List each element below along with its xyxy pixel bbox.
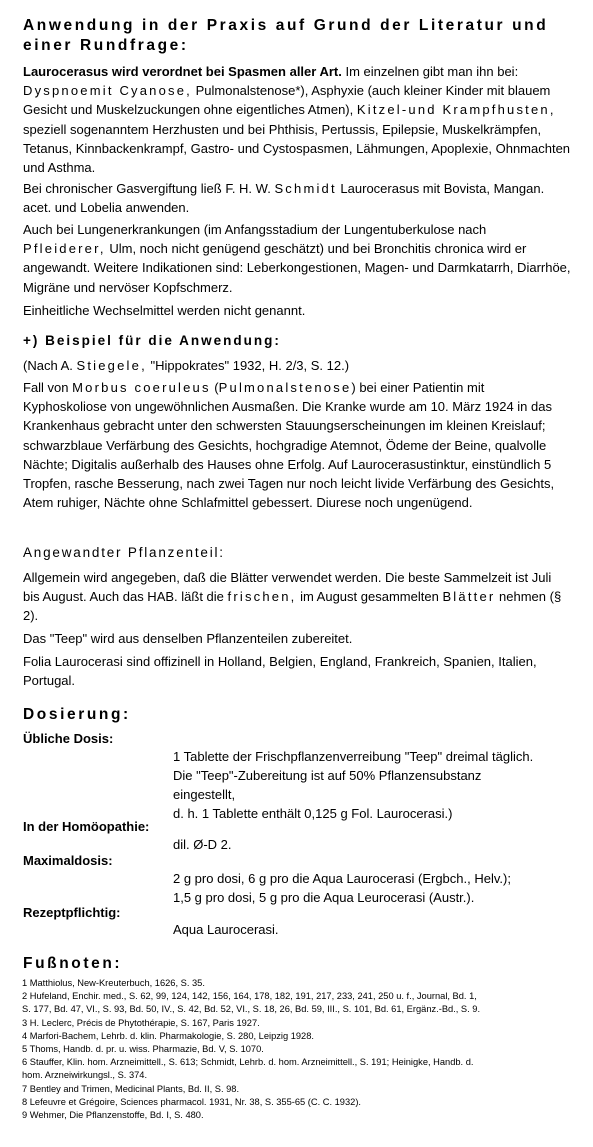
dosis-value	[173, 747, 573, 823]
pflanzenteil-paragraph-1	[23, 568, 571, 626]
pflanzenteil-heading	[23, 543, 571, 562]
footnote: 5 Thoms, Handb. d. pr. u. wiss. Pharmazie, Bd. V, S. 1070.	[22, 1044, 264, 1055]
rezeptpflichtig-value: Aqua Laurocerasi.	[173, 922, 279, 937]
beispiel-case	[23, 378, 571, 512]
beispiel-heading	[23, 331, 571, 350]
text: Auch bei Lungenerkrankungen (im Anfangsstadium der Lungentuberkulose nach	[23, 222, 487, 237]
section-heading-praxis: Anwendung in der Praxis auf Grund der Literatur und einer Rundfrage:	[23, 17, 549, 54]
beispiel-reference	[23, 356, 571, 375]
footnote: 7 Bentley and Trimen, Medicinal Plants, Bd. II, S. 98.	[22, 1083, 240, 1094]
footnote: hom. Arzneiwirkungsl., S. 374.	[22, 1070, 148, 1081]
spaced-name: Stiegele,	[76, 358, 147, 373]
text: Bei chronischer Gasvergiftung ließ F. H. W.	[23, 181, 271, 196]
footnote: 2 Hufeland, Enchir. med., S. 62, 99, 124, 142, 156, 164, 178, 182, 191, 217, 233, 241, 250 u. f., Journal, Bd. 1,	[22, 991, 477, 1002]
text: im August gesammelten	[296, 589, 439, 605]
text: Allgemein wird angegeben, daß die Blätter verwendet werden. Die beste Sammelzeit ist Juli bis August. Auch das HAB. läßt die	[23, 570, 552, 605]
maximaldosis-value	[173, 869, 573, 907]
text: Das "Teep" wird aus denselben Pflanzenteilen zubereitet.	[23, 631, 353, 646]
homoeopathie-label: In der Homöopathie:	[23, 819, 150, 834]
text: nehmen (§ 2).	[23, 589, 562, 624]
bold-lead: Laurocerasus wird verordnet bei Spasmen aller Art.	[23, 64, 342, 79]
section-heading-dosierung: Dosierung:	[23, 706, 131, 723]
text: Laurocerasus mit Bovista, Mangan. acet. und Lobelia anwenden.	[23, 181, 545, 216]
pflanzenteil-paragraph-2	[23, 629, 571, 648]
text: Im einzelnen gibt man ihn bei:	[341, 64, 519, 79]
spaced-term: frischen,	[227, 589, 297, 605]
section-heading-fussnoten: Fußnoten:	[23, 955, 123, 972]
text: "Hippokrates" 1932, H. 2/3, S. 12.)	[146, 358, 350, 373]
text: 2 g pro dosi, 6 g pro die Aqua Laurocerasi (Ergbch., Helv.);	[173, 871, 511, 886]
praxis-paragraph-3	[23, 220, 571, 297]
footnotes-list	[22, 977, 570, 1122]
pflanzenteil-paragraph-3	[23, 652, 571, 690]
footnote: S. 177, Bd. 47, VI., S. 93, Bd. 50, IV., S. 42, Bd. 52, VI., S. 18, 26, Bd. 59, III., S. 101, Bd. 61, Ergänz.-Bd., S. 9.	[22, 1004, 481, 1015]
text: (Nach A.	[23, 358, 73, 373]
spaced-term: Dyspnoemit Cyanose,	[23, 83, 192, 99]
rezeptpflichtig-label: Rezeptpflichtig:	[23, 905, 121, 920]
text: 1 Tablette der Frischpflanzenverreibung "Teep" dreimal täglich.	[173, 749, 534, 764]
text: Einheitliche Wechselmittel werden nicht genannt.	[23, 303, 306, 318]
text: (	[210, 380, 219, 395]
praxis-paragraph-1	[23, 62, 571, 177]
footnote: 4 Marfori-Bachem, Lehrb. d. klin. Pharmakologie, S. 280, Leipzig 1928.	[22, 1030, 314, 1041]
text: 1,5 g pro dosi, 5 g pro die Aqua Leurocerasi (Austr.).	[173, 890, 475, 905]
spaced-name: Schmidt	[274, 181, 337, 196]
homoeopathie-value: dil. Ø-D 2.	[173, 837, 232, 852]
footnote: 3 H. Leclerc, Précis de Phytothérapie, S. 167, Paris 1927.	[22, 1017, 260, 1028]
spaced-term: Pulmonalstenose	[218, 380, 352, 395]
footnote: 6 Stauffer, Klin. hom. Arzneimittell., S. 613; Schmidt, Lehrb. d. hom. Arzneimittell., S. 191; Heinigke, Handb. d.	[22, 1057, 474, 1068]
text: d. h. 1 Tablette enthält 0,125 g Fol. Laurocerasi.)	[173, 806, 453, 821]
praxis-paragraph-4	[23, 301, 571, 320]
footnote: 9 Wehmer, Die Pflanzenstoffe, Bd. I, S. 480.	[22, 1110, 204, 1121]
footnote: 1 Matthiolus, New-Kreuterbuch, 1626, S. 35.	[22, 978, 205, 988]
spaced-term: Blätter	[442, 589, 496, 605]
spaced-name: Pfleiderer,	[23, 241, 106, 257]
maximaldosis-label: Maximaldosis:	[23, 853, 113, 868]
spaced-term: Morbus coeruleus	[72, 380, 211, 395]
praxis-paragraph-2	[23, 179, 571, 217]
text: Die "Teep"-Zubereitung ist auf 50% Pflanzensubstanz	[173, 768, 482, 783]
text: ) bei einer Patientin mit Kyphoskoliose von ungewöhnlichen Ausmaßen. Die Kranke wurde am 10. März 1924 in das Krankenhaus gebracht unter den schwersten Stauungserscheinungen im kleinen Kreislauf; schwarzblaue Verfärbung des Gesichts, hochgradige Atemnot, Ödeme der Beine, qualvolle Nächte; Digitalis außerhalb des Hauses ohne Erfolg. Auf Laurocerasustinktur, einstündlich 5 Tropfen, rasche Besserung, nach zwei Tagen nur noch leicht livide Verfärbung des Gesichts, Atem ruhiger, Nächte ohne Schlafmittel gebessert. Diurese noch ungenügend.	[23, 380, 555, 511]
text: Folia Laurocerasi sind offizinell in Holland, Belgien, England, Frankreich, Spanien, Italien, Portugal.	[23, 654, 537, 689]
text: Pulmonalstenose*), Asphyxie (auch kleiner Kinder mit blauem Gesicht und Muskelzuckungen ohne eigentliches Atmen),	[23, 83, 551, 118]
spaced-term: Kitzel-und Krampfhusten,	[356, 102, 556, 118]
text: eingestellt,	[173, 787, 236, 802]
subheading: Angewandter Pflanzenteil:	[23, 545, 225, 560]
dosis-label: Übliche Dosis:	[23, 731, 114, 746]
text: Ulm, noch nicht genügend geschätzt) und bei Bronchitis chronica wird er angewandt. Weitere Indikationen sind: Leberkongestionen, Magen- und Darmkatarrh, Diarrhöe, Migräne und nervöser Kopfschmerz.	[23, 241, 571, 295]
subheading: +) Beispiel für die Anwendung:	[23, 333, 281, 348]
text: Fall von	[23, 380, 69, 395]
text: speziell sogenanntem Herzhusten und bei Phthisis, Pertussis, Epilepsie, Muskelkrämpfen, Tetanus, Kinnbackenkrampf, Gastro- und Cystospasmen, Lähmungen, Apoplexie, Ohnmachten und Asthma.	[23, 121, 571, 176]
footnote: 8 Lefeuvre et Grégoire, Sciences pharmacol. 1931, Nr. 38, S. 355-65 (C. C. 1932).	[22, 1096, 362, 1107]
